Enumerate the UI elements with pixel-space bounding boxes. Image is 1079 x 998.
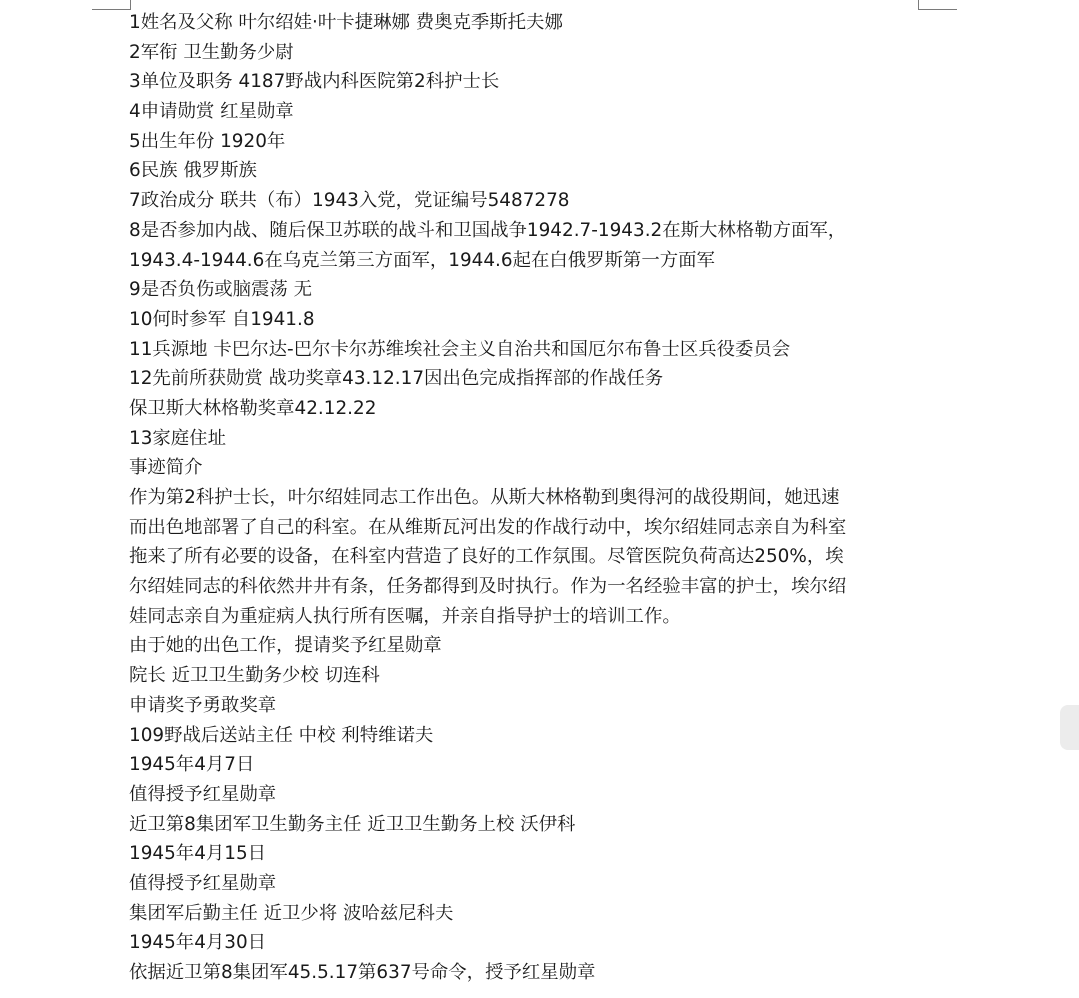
summary-paragraph — [129, 483, 929, 631]
field-unit-position: 3单位及职务 4187野战内科医院第2科护士长 — [129, 71, 500, 93]
field-war-participation-cont: 1943.4-1944.6在乌克兰第三方面军，1944.6起在白俄罗斯第一方面军 — [129, 249, 715, 271]
endorsement-signer: 109野战后送站主任 中校 利特维诺夫 — [129, 724, 434, 746]
summary-line: 作为第2科护士长，叶尔绍娃同志工作出色。从斯大林格勒到奥得河的战役期间，她迅速 — [129, 487, 840, 508]
field-recruitment-office: 11兵源地 卡巴尔达-巴尔卡尔苏维埃社会主义自治共和国厄尔布鲁士区兵役委员会 — [129, 338, 791, 360]
field-previous-awards: 12先前所获勋赏 战功奖章43.12.17因出色完成指挥部的作战任务 — [129, 368, 664, 390]
scroll-handle[interactable] — [1060, 705, 1079, 750]
field-enlistment-date: 10何时参军 自1941.8 — [129, 308, 315, 330]
summary-line: 而出色地部署了自己的科室。在从维斯瓦河出发的作战行动中，埃尔绍娃同志亲自为科室 — [129, 516, 847, 538]
field-war-participation: 8是否参加内战、随后保卫苏联的战斗和卫国战争1942.7-1943.2在斯大林格勒方面军， — [129, 219, 847, 241]
summary-line: 娃同志亲自为重症病人执行所有医嘱，并亲自指导护士的培训工作。 — [129, 605, 681, 627]
endorsement-recommendation: 值得授予红星勋章 — [129, 872, 277, 894]
endorsement-recommendation: 申请奖予勇敢奖章 — [129, 694, 277, 716]
field-name: 1姓名及父称 叶尔绍娃·叶卡捷琳娜 费奥克季斯托夫娜 — [129, 12, 563, 33]
award-order: 依据近卫第8集团军45.5.17第637号命令，授予红星勋章 — [129, 962, 596, 983]
field-birth-year: 5出生年份 1920年 — [129, 130, 286, 152]
endorsement-date: 1945年4月15日 — [129, 843, 267, 865]
field-award-requested: 4申请勋赏 红星勋章 — [129, 101, 294, 123]
field-home-address: 13家庭住址 — [129, 427, 226, 449]
field-nationality: 6民族 俄罗斯族 — [129, 160, 257, 182]
field-rank: 2军衔 卫生勤务少尉 — [129, 41, 294, 63]
endorsement-recommendation: 值得授予红星勋章 — [129, 783, 277, 805]
document-body — [129, 8, 929, 988]
endorsement-date: 1945年4月30日 — [129, 932, 267, 954]
endorsement-signer: 院长 近卫卫生勤务少校 切连科 — [129, 665, 380, 687]
page-corner-mark-left — [92, 0, 131, 10]
field-party: 7政治成分 联共（布）1943入党，党证编号5487278 — [129, 190, 570, 212]
field-previous-awards-cont: 保卫斯大林格勒奖章42.12.22 — [129, 397, 377, 419]
field-wounds: 9是否负伤或脑震荡 无 — [129, 279, 313, 301]
summary-line: 拖来了所有必要的设备，在科室内营造了良好的工作氛围。尽管医院负荷高达250%，埃 — [129, 546, 844, 568]
endorsement-signer: 近卫第8集团军卫生勤务主任 近卫卫生勤务上校 沃伊科 — [129, 813, 576, 835]
endorsement-recommendation: 由于她的出色工作，提请奖予红星勋章 — [129, 635, 442, 657]
endorsement-date: 1945年4月7日 — [129, 754, 255, 776]
endorsement-signer: 集团军后勤主任 近卫少将 波哈兹尼科夫 — [129, 902, 454, 924]
summary-line: 尔绍娃同志的科依然井井有条，任务都得到及时执行。作为一名经验丰富的护士，埃尔绍 — [129, 576, 847, 598]
section-summary-heading: 事迹简介 — [129, 457, 203, 479]
